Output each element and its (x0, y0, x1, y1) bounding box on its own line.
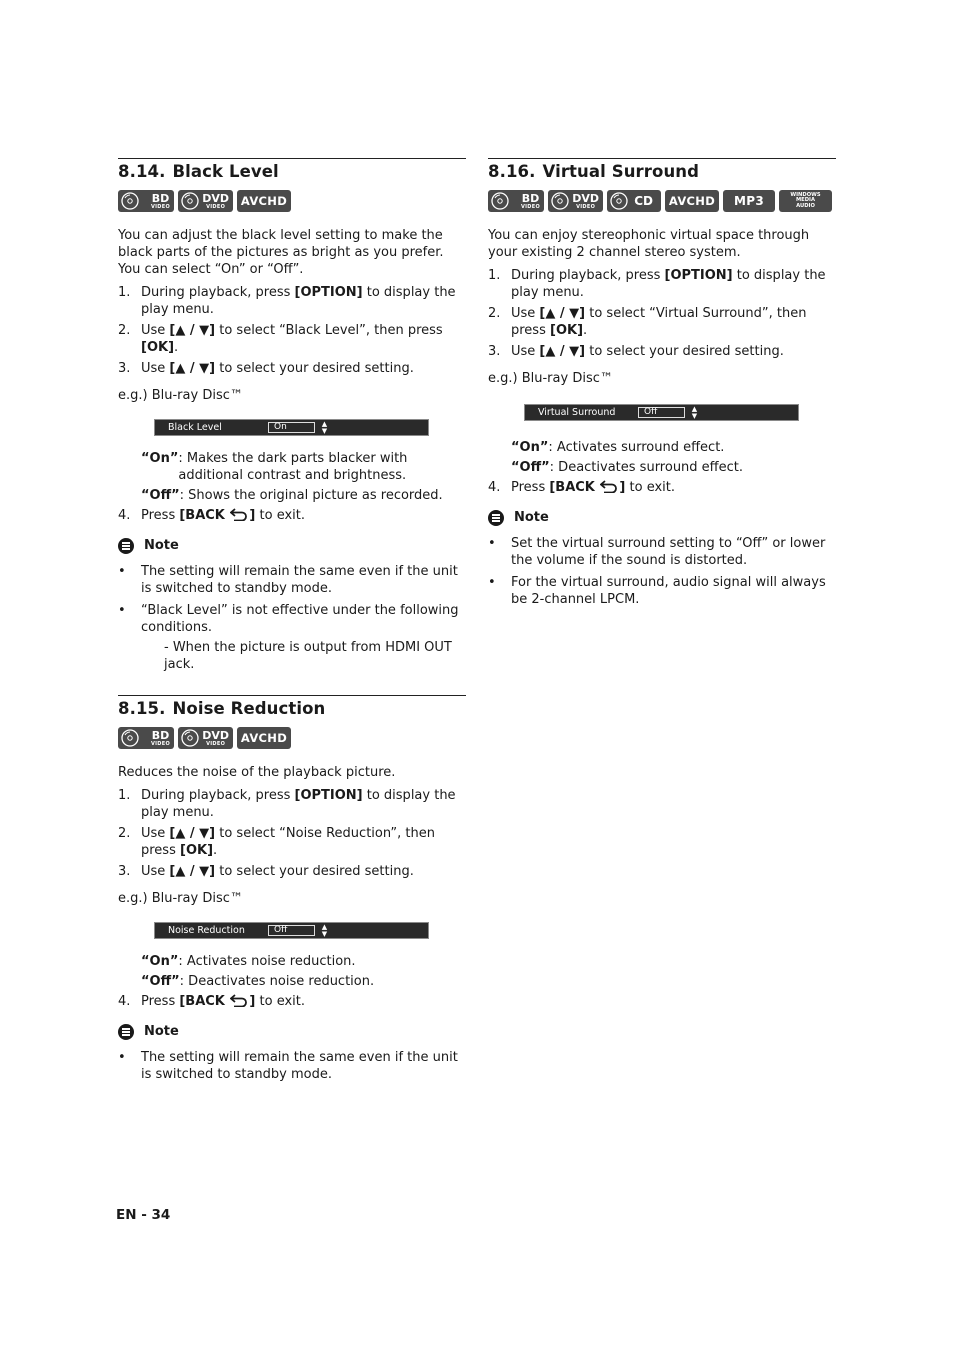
section-title (118, 162, 466, 182)
osd-black-level-bar (154, 419, 429, 436)
badge-sublabel: VIDEO (520, 203, 540, 210)
option-off: “Off” : Shows the original picture as recorded. (141, 488, 443, 503)
section-title-text: Noise Reduction (172, 699, 326, 718)
avchd-badge: AVCHD (237, 190, 291, 212)
back-arrow-icon (600, 480, 618, 493)
windows-media-audio-badge (779, 190, 832, 212)
step-4: 4. Press [BACK ] to exit. (118, 994, 305, 1009)
section-number: 8.15. (118, 699, 166, 718)
badge-label: BD (151, 191, 170, 205)
section-black-level (118, 158, 466, 673)
note-heading: Note (118, 1023, 466, 1040)
note-icon (488, 510, 504, 526)
disc-icon (491, 192, 509, 210)
note-icon (118, 1024, 134, 1040)
note-heading: Note (488, 509, 836, 526)
intro-text: Reduces the noise of the playback picture. (118, 765, 396, 780)
dvd-video-badge (548, 190, 603, 212)
badge-label: DVD (202, 191, 229, 205)
step-4: 4. Press [BACK ] to exit. (118, 508, 305, 523)
step-1: 1. During playback, press [OPTION] to display the play menu. (488, 268, 826, 300)
section-noise-reduction (118, 695, 466, 1083)
section-virtual-surround (488, 158, 836, 608)
badge-sublabel: VIDEO (206, 740, 226, 747)
options-list (511, 439, 836, 476)
options-list (141, 450, 466, 504)
badge-line: WINDOWS (790, 191, 821, 198)
osd-virtual-surround-bar (524, 404, 799, 421)
note-item: • For the virtual surround, audio signal will always be 2-channel LPCM. (488, 575, 826, 607)
badge-label: BD (521, 191, 540, 205)
intro-text: You can enjoy stereophonic virtual space through your existing 2 channel stereo system. (488, 228, 810, 260)
media-badges (118, 727, 466, 750)
badge-label: BD (151, 728, 170, 742)
section-title (118, 699, 466, 719)
dvd-video-badge (178, 190, 233, 212)
page-number: EN - 34 (116, 1207, 171, 1223)
step-1: 1. During playback, press [OPTION] to display the play menu. (118, 788, 456, 820)
note-item: • Set the virtual surround setting to “Off” or lower the volume if the sound is distorted. (488, 536, 826, 568)
osd-value-box: Off (638, 407, 685, 418)
options-list (141, 953, 466, 990)
step-3: 3. Use [▲ / ▼] to select your desired setting. (118, 864, 414, 879)
avchd-badge: AVCHD (665, 190, 719, 212)
osd-label: Virtual Surround (538, 407, 616, 418)
osd-value-box: Off (268, 925, 315, 936)
badge-label: CD (634, 193, 653, 208)
osd-label: Noise Reduction (168, 925, 245, 936)
disc-icon (121, 729, 139, 747)
disc-icon (181, 729, 199, 747)
option-on: “On” : Activates noise reduction. (141, 954, 356, 969)
osd-value-box: On (268, 422, 315, 433)
disc-icon (121, 192, 139, 210)
media-badges (118, 190, 466, 213)
media-badges (488, 190, 836, 213)
step-1: 1. During playback, press [OPTION] to display the play menu. (118, 285, 456, 317)
disc-icon (551, 192, 569, 210)
section-title-text: Virtual Surround (542, 162, 700, 181)
step-4: 4. Press [BACK ] to exit. (488, 480, 675, 495)
right-column (488, 158, 836, 613)
disc-icon (181, 192, 199, 210)
bd-video-badge (118, 190, 174, 212)
option-on: “On” : Activates surround effect. (511, 440, 725, 455)
bd-video-badge (488, 190, 544, 212)
avchd-badge: AVCHD (237, 727, 291, 749)
intro-text: You can adjust the black level setting to make the black parts of the pictures as bright as you prefer. You can select “On” or “Off”. (118, 228, 444, 277)
note-item: • The setting will remain the same even if the unit is switched to standby mode. (118, 564, 458, 596)
disc-icon (610, 192, 628, 210)
note-icon (118, 538, 134, 554)
badge-label: DVD (572, 191, 599, 205)
cd-badge (607, 190, 661, 212)
up-down-arrow-icon: ▲ ▼ (321, 420, 328, 435)
section-title (488, 162, 836, 182)
option-off: “Off” : Deactivates noise reduction. (141, 974, 375, 989)
osd-label: Black Level (168, 422, 222, 433)
badge-sublabel: VIDEO (150, 740, 170, 747)
badge-line: AUDIO (796, 202, 815, 209)
section-number: 8.14. (118, 162, 166, 181)
example-label: e.g.) Blu-ray Disc™ (118, 388, 243, 403)
badge-sublabel: VIDEO (206, 203, 226, 210)
step-3: 3. Use [▲ / ▼] to select your desired setting. (488, 344, 784, 359)
note-item: • “Black Level” is not effective under the following conditions. - When the picture is output from HDMI OUT jack. (118, 602, 466, 673)
note-heading: Note (118, 537, 466, 554)
badge-label: DVD (202, 728, 229, 742)
up-down-arrow-icon: ▲ ▼ (691, 405, 698, 420)
note-item: • The setting will remain the same even if the unit is switched to standby mode. (118, 1050, 458, 1082)
section-number: 8.16. (488, 162, 536, 181)
bd-video-badge (118, 727, 174, 749)
up-down-arrow-icon: ▲ ▼ (321, 923, 328, 938)
option-on: “On” : Makes the dark parts blacker with additional contrast and brightness. (141, 451, 408, 483)
example-label: e.g.) Blu-ray Disc™ (488, 371, 613, 386)
osd-noise-reduction-bar (154, 922, 429, 939)
example-label: e.g.) Blu-ray Disc™ (118, 891, 243, 906)
note-subitem: - When the picture is output from HDMI OUT jack. (164, 640, 452, 672)
section-title-text: Black Level (172, 162, 279, 181)
badge-sublabel: VIDEO (150, 203, 170, 210)
back-arrow-icon (230, 994, 248, 1007)
step-2: 2. Use [▲ / ▼] to select “Black Level”, then press [OK]. (118, 323, 443, 355)
option-off: “Off” : Deactivates surround effect. (511, 460, 744, 475)
badge-line: MEDIA (796, 197, 815, 204)
back-arrow-icon (230, 508, 248, 521)
mp3-badge: MP3 (723, 190, 775, 212)
step-2: 2. Use [▲ / ▼] to select “Noise Reduction”, then press [OK]. (118, 826, 435, 858)
left-column (118, 158, 466, 1088)
badge-sublabel: VIDEO (576, 203, 596, 210)
step-2: 2. Use [▲ / ▼] to select “Virtual Surround”, then press [OK]. (488, 306, 807, 338)
step-3: 3. Use [▲ / ▼] to select your desired setting. (118, 361, 414, 376)
dvd-video-badge (178, 727, 233, 749)
